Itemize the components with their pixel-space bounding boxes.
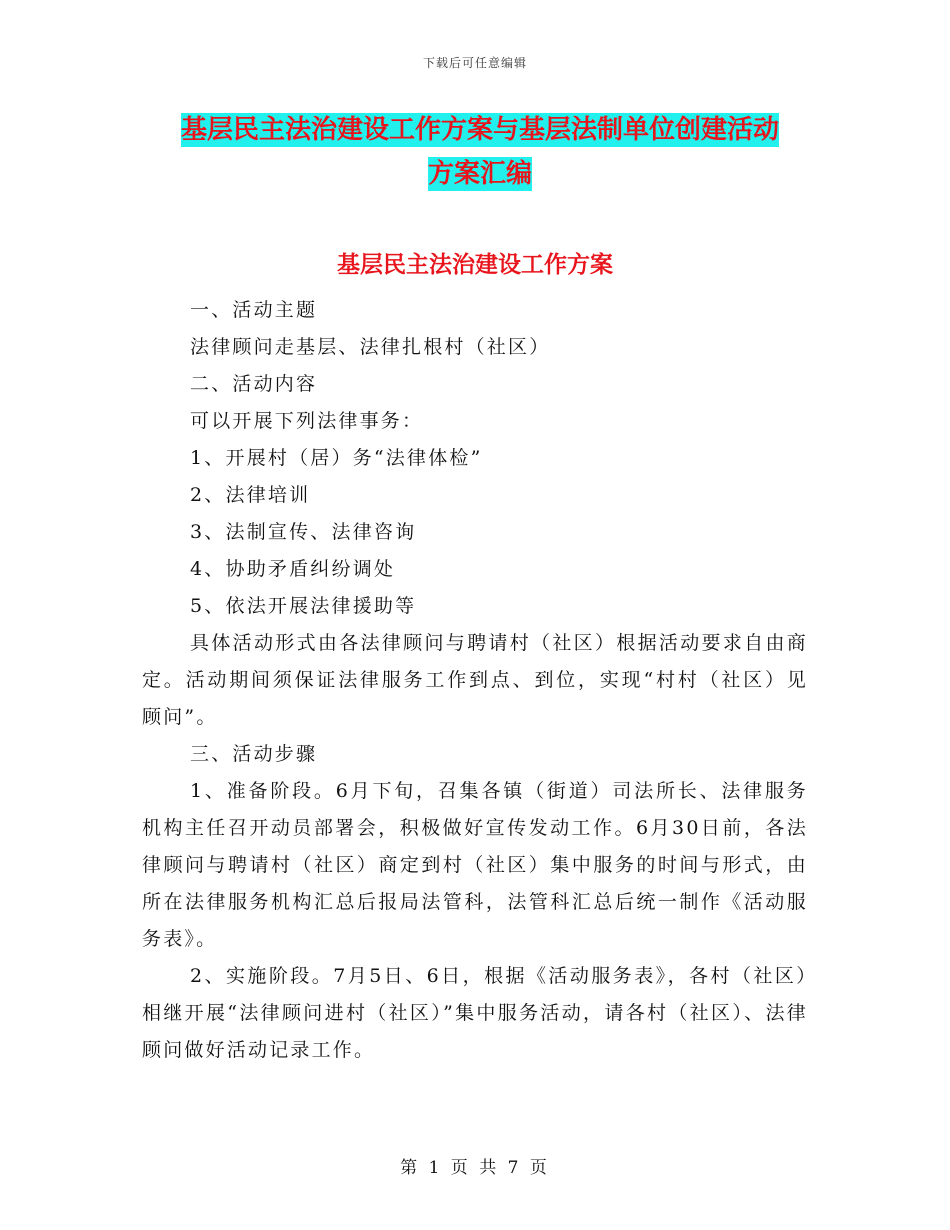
list-item: 4、协助矛盾纠纷调处	[190, 558, 396, 580]
list-item: 5、依法开展法律援助等	[190, 595, 417, 617]
main-title-line1: 基层民主法治建设工作方案与基层法制单位创建活动	[180, 115, 779, 145]
heading-activity-theme: 一、活动主题	[190, 299, 318, 321]
list-item: 3、法制宣传、法律咨询	[190, 521, 417, 543]
activity-form-paragraph: 具体活动形式由各法律顾问与聘请村（社区）根据活动要求自由商定。活动期间须保证法律服务工作到点、到位，实现“村村（社区）见顾问”。	[142, 632, 808, 728]
document-body	[142, 292, 808, 1069]
section-title: 基层民主法治建设工作方案	[337, 252, 613, 278]
heading-activity-content: 二、活动内容	[190, 373, 318, 395]
header-note: 下载后可任意编辑	[422, 56, 527, 70]
main-title-line2: 方案汇编	[427, 159, 532, 189]
page-footer: 第 1 页 共 7 页	[400, 1158, 550, 1178]
implementation-stage-paragraph: 2、实施阶段。7月5日、6日，根据《活动服务表》，各村（社区）相继开展“法律顾问进村（社区）”集中服务活动，请各村（社区）、法律顾问做好活动记录工作。	[142, 965, 808, 1061]
main-title	[140, 108, 820, 196]
theme-text: 法律顾问走基层、法律扎根村（社区）	[190, 336, 551, 358]
preparation-stage-paragraph: 1、准备阶段。6月下旬，召集各镇（街道）司法所长、法律服务机构主任召开动员部署会，积极做好宣传发动工作。6月30日前，各法律顾问与聘请村（社区）商定到村（社区）集中服务的时间与形式，由所在法律服务机构汇总后报局法管科，法管科汇总后统一制作《活动服务表》。	[142, 780, 808, 950]
list-item: 1、开展村（居）务“法律体检”	[190, 447, 483, 469]
content-intro: 可以开展下列法律事务：	[190, 410, 424, 432]
list-item: 2、法律培训	[190, 484, 311, 506]
heading-activity-steps: 三、活动步骤	[190, 743, 318, 765]
